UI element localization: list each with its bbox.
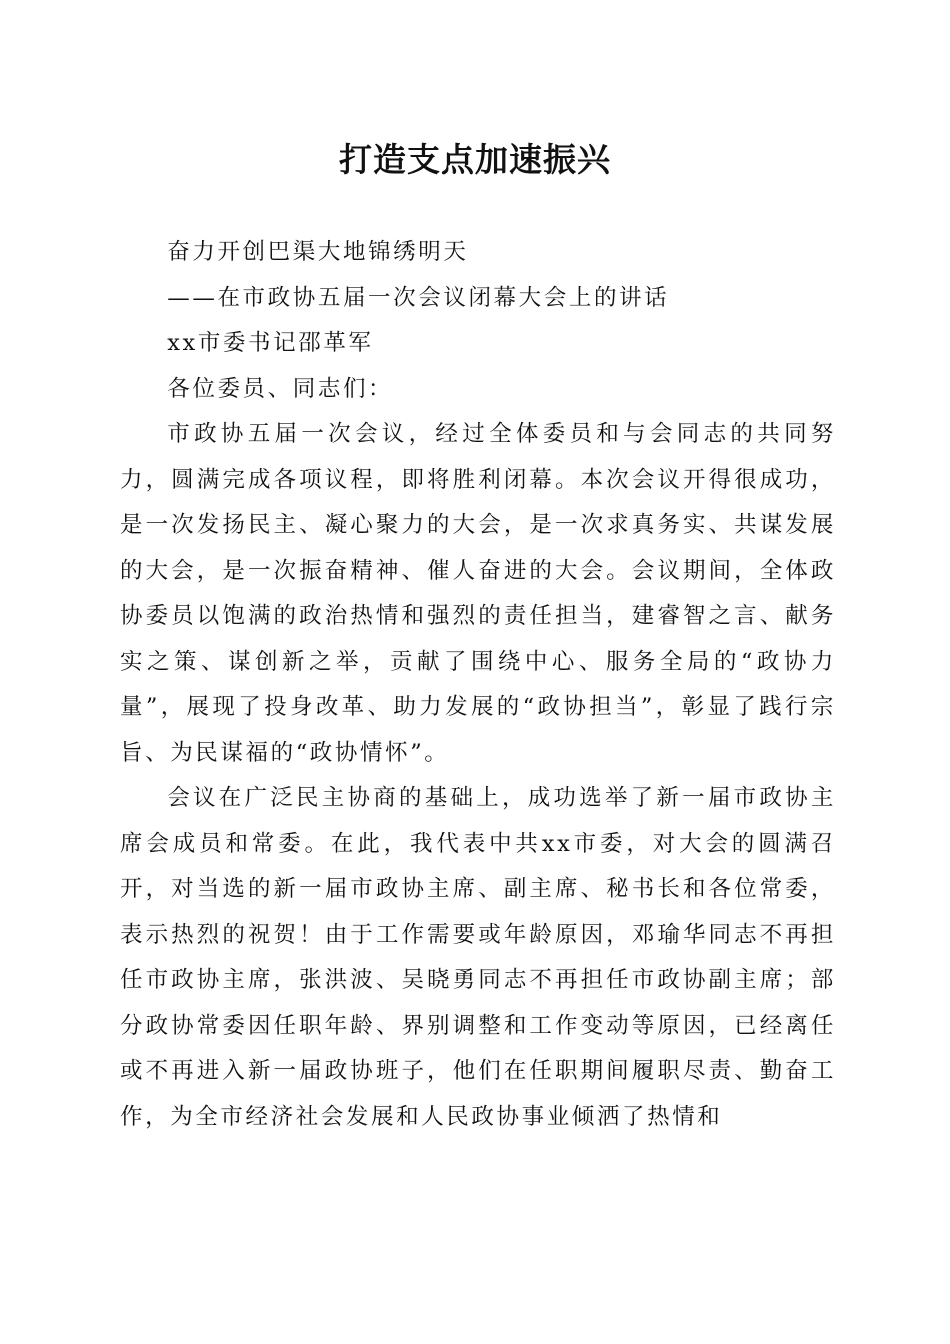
speaker-line: xx市委书记邵革军 — [167, 330, 374, 356]
body-paragraph: 会议在广泛民主协商的基础上，成功选举了新一届市政协主席会成员和常委。在此，我代表中共xx市委，对大会的圆满召开，对当选的新一届市政协主席、副主席、秘书长和各位常委，表示热烈的祝贺！由于工作需要或年龄原因，邓瑜华同志不再担任市政协主席，张洪波、吴晓勇同志不再担任市政协副主席；部分政协常委因任职年龄、界别调整和工作变动等原因，已经离任或不再进入新一届政协班子，他们在任职期间履职尽责、勤奋工作，为全市经济社会发展和人民政协事业倾洒了热情和 — [120, 785, 836, 1130]
occasion-line: ——在市政协五届一次会议闭幕大会上的讲话 — [167, 284, 670, 311]
document-body — [120, 230, 836, 1140]
document-title: 打造支点加速振兴 — [339, 140, 611, 179]
subtitle-line: 奋力开创巴渠大地锦绣明天 — [167, 239, 469, 265]
body-paragraph: 市政协五届一次会议，经过全体委员和与会同志的共同努力，圆满完成各项议程，即将胜利闭幕。本次会议开得很成功，是一次发扬民主、凝心聚力的大会，是一次求真务实、共谋发展的大会，是一次振奋精神、催人奋进的大会。会议期间，全体政协委员以饱满的政治热情和强烈的责任担当，建睿智之言、献务实之策、谋创新之举，贡献了围绕中心、服务全局的“政协力量”，展现了投身改革、助力发展的“政协担当”，彰显了践行宗旨、为民谋福的“政协情怀”。 — [120, 421, 836, 766]
salutation-line: 各位委员、同志们： — [167, 375, 394, 402]
